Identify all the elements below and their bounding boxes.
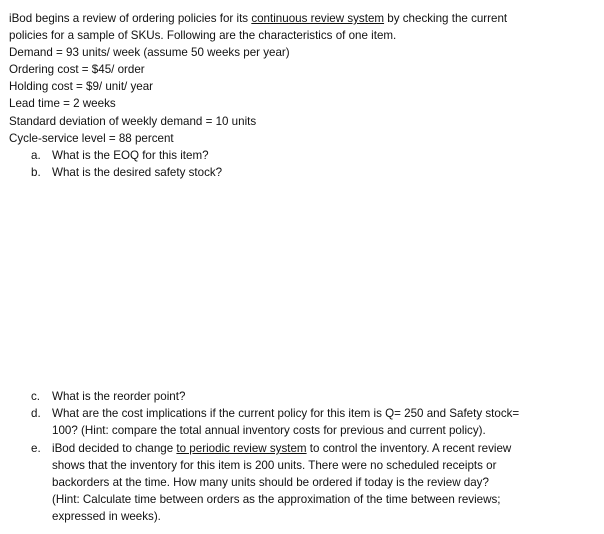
periodic-review-system-underlined: to periodic review system (176, 442, 307, 455)
continuous-review-system-underlined: continuous review system (251, 12, 385, 25)
question-e-line-5: expressed in weeks). (52, 510, 161, 523)
question-d-label: d. (31, 407, 41, 420)
question-b-text: What is the desired safety stock? (52, 166, 223, 179)
param-ordering-cost: Ordering cost = $45/ order (9, 63, 145, 76)
intro-line-2: policies for a sample of SKUs. Following are the characteristics of one item. (9, 29, 397, 42)
question-b-label: b. (31, 166, 41, 179)
param-service-level: Cycle-service level = 88 percent (9, 132, 174, 145)
intro-text-end: by checking the current (384, 12, 508, 25)
question-c-label: c. (31, 390, 41, 403)
intro-text-start: iBod begins a review of ordering policies for its (9, 12, 252, 25)
question-a-text: What is the EOQ for this item? (52, 149, 209, 162)
question-d-line-1: What are the cost implications if the current policy for this item is Q= 250 and Safety stock= (52, 407, 520, 420)
intro-line-1 (9, 10, 507, 27)
question-a-label: a. (31, 149, 41, 162)
question-e-text-end: to control the inventory. A recent review (306, 442, 512, 455)
question-c-text: What is the reorder point? (52, 390, 186, 403)
param-lead-time: Lead time = 2 weeks (9, 97, 116, 110)
question-e-label: e. (31, 442, 41, 455)
param-demand: Demand = 93 units/ week (assume 50 weeks per year) (9, 46, 290, 59)
question-d-line-2: 100? (Hint: compare the total annual inventory costs for previous and current policy). (52, 424, 486, 437)
param-holding-cost: Holding cost = $9/ unit/ year (9, 80, 154, 93)
question-e-text-start: iBod decided to change (52, 442, 177, 455)
question-e-line-4: (Hint: Calculate time between orders as the approximation of the time between reviews; (52, 493, 501, 506)
question-e-line-3: backorders at the time. How many units should be ordered if today is the review day? (52, 476, 489, 489)
question-e-line-2: shows that the inventory for this item is 200 units. There were no scheduled receipts or (52, 459, 497, 472)
question-e-line-1 (52, 440, 511, 457)
param-std-dev: Standard deviation of weekly demand = 10 units (9, 115, 257, 128)
